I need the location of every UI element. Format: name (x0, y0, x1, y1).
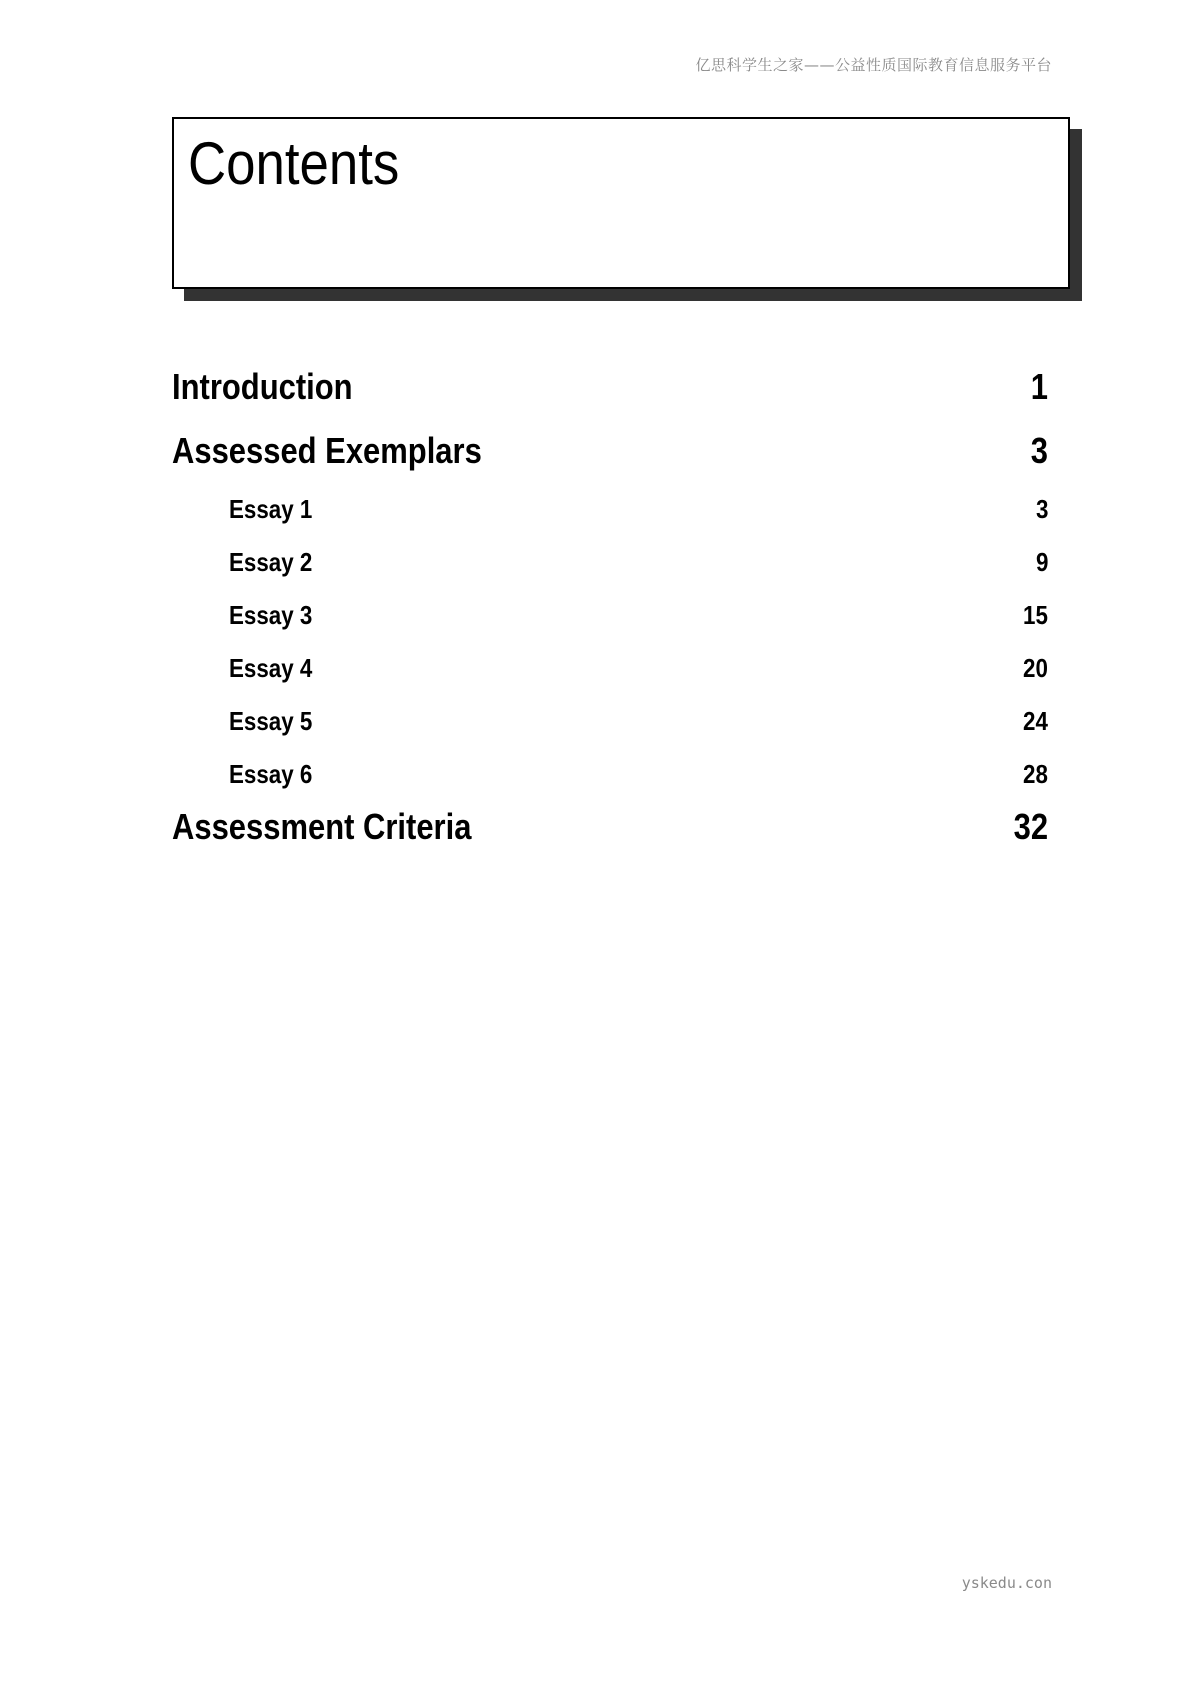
toc-entry-page: 28 (1023, 759, 1048, 789)
toc-entry-essay-6[interactable] (172, 759, 1048, 790)
toc-entry-page: 9 (1035, 547, 1048, 577)
toc-entry-essay-4[interactable] (172, 653, 1048, 684)
toc-entry-assessment-criteria[interactable] (172, 806, 1048, 848)
toc-entry-label: Essay 3 (229, 600, 313, 630)
toc-entry-label: Essay 2 (229, 547, 313, 577)
toc-entry-page: 24 (1023, 706, 1048, 736)
toc-entry-page: 32 (1013, 806, 1048, 847)
toc-entry-page: 3 (1030, 430, 1048, 471)
header-site-note: 亿思科学生之家——公益性质国际教育信息服务平台 (695, 56, 1052, 74)
toc-entry-page: 1 (1030, 366, 1048, 407)
toc-entry-label: Essay 6 (229, 759, 313, 789)
toc-entry-label: Essay 5 (229, 706, 313, 736)
toc-entry-essay-1[interactable] (172, 494, 1048, 525)
toc-entry-essay-2[interactable] (172, 547, 1048, 578)
toc-entry-page: 15 (1023, 600, 1048, 630)
toc-entry-introduction[interactable] (172, 366, 1048, 408)
toc-entry-label: Introduction (172, 366, 353, 407)
footer-site-url: yskedu.con (961, 1574, 1052, 1592)
toc-entry-page: 20 (1023, 653, 1048, 683)
toc-entry-label: Essay 4 (229, 653, 313, 683)
toc-entry-assessed-exemplars[interactable] (172, 430, 1048, 472)
toc-entry-label: Assessment Criteria (172, 806, 472, 847)
toc-entry-essay-3[interactable] (172, 600, 1048, 631)
toc-entry-label: Essay 1 (229, 494, 313, 524)
toc-entry-essay-5[interactable] (172, 706, 1048, 737)
title-box (172, 117, 1070, 289)
page-title: Contents (188, 130, 400, 197)
toc-entry-page: 3 (1035, 494, 1048, 524)
toc-entry-label: Assessed Exemplars (172, 430, 482, 471)
